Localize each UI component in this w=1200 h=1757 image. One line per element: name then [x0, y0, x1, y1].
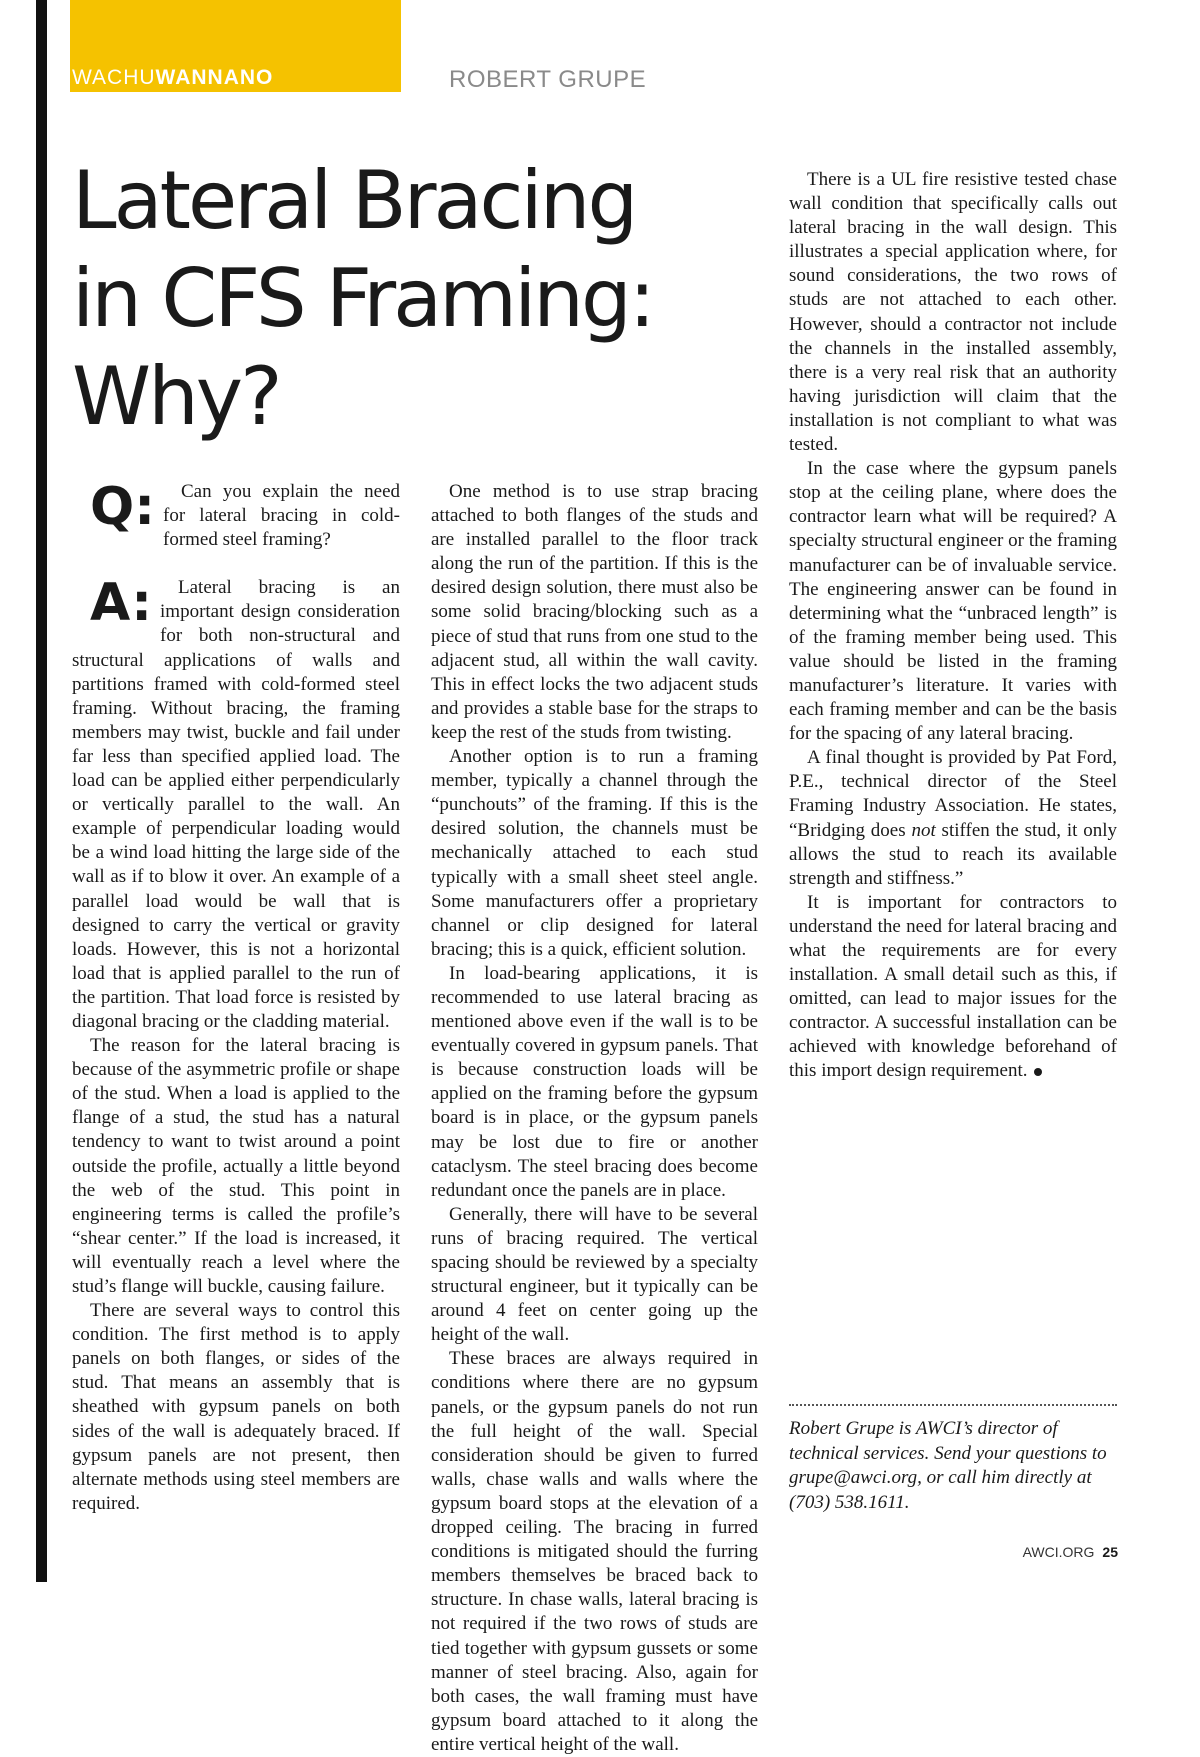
answer-paragraph — [72, 573, 400, 1034]
body-paragraph: Generally, there will have to be several runs of bracing required. The vertical spacing should be reviewed by a specialty structural engineer, but it typically can be around 4 feet on center going up the height of the wall. — [431, 1203, 758, 1346]
column-name-part-b: WANNANO — [155, 66, 274, 89]
body-paragraph: In the case where the gypsum panels stop at the ceiling plane, where does the contractor learn what will be required? A specialty structural engineer or the framing manufacturer can be of invaluable service. The engineering answer can be found in determining what the “unbraced length” is of the framing member being used. This value should be listed in the framing manufacturer’s literature. It varies with each framing member and can be the basis for the spacing of any lateral bracing. — [789, 458, 1117, 745]
quote-emphasis: not — [911, 819, 936, 841]
column-name — [72, 66, 273, 90]
headline-line-1: Lateral Bracing — [72, 154, 636, 247]
author-bio: Robert Grupe is AWCI’s director of technical services. Send your questions to grupe@awci.org, or call him directly at (703) 538.1611. — [789, 1418, 1107, 1513]
author-kicker: ROBERT GRUPE — [449, 66, 647, 93]
answer-marker: A: — [90, 573, 153, 634]
body-paragraph: One method is to use strap bracing attached to both flanges of the studs and are installed parallel to the floor track along the run of the partition. If this is the desired design solution, there must also be some solid bracing/blocking such as a piece of stud that runs from one stud to the adjacent stud, all within the wall cavity. This in effect locks the two adjacent studs and provides a stable base for the straps to keep the rest of the studs from twisting. — [431, 481, 758, 743]
end-mark-icon — [1034, 1068, 1042, 1076]
question-marker: Q: — [90, 477, 155, 537]
text-column-2 — [431, 480, 758, 1757]
body-paragraph: These braces are always required in conditions where there are no gypsum panels, or the gypsum panels do not run the full height of the wall. Special consideration should be given to furred walls, chase walls and walls where the gypsum board stops at the elevation of a dropped ceiling. The bracing in furred conditions is mitigated should the furring members themselves be braced back to structure. In chase walls, lateral bracing is not required if the two rows of studs are tied together with gypsum gussets or some manner of steel bracing. Also, again for both cases, the wall framing must have gypsum board attached to it along the entire vertical height of the wall. — [431, 1348, 758, 1755]
page-footer — [1023, 1544, 1118, 1560]
body-paragraph — [789, 891, 1117, 1084]
body-paragraph — [789, 746, 1117, 891]
body-paragraph: In load-bearing applications, it is recommended to use lateral bracing as mentioned above even if the wall is to be eventually covered in gypsum panels. That is because construction loads will be applied on the framing before the gypsum board is in place, or the gypsum panels may be lost due to fire or another cataclysm. The steel bracing does become redundant once the panels are in place. — [431, 962, 758, 1201]
headline-line-2: in CFS Framing: — [72, 252, 653, 345]
closing-text: It is important for contractors to understand the need for lateral bracing and what the requirements are for every installation. A small detail such as this, if omitted, can lead to major issues for the contractor. A successful installation can be achieved with knowledge beforehand of this import design requirement. — [789, 891, 1117, 1082]
column-name-part-a: WACHU — [72, 66, 156, 89]
answer-text: Lateral bracing is an important design consideration for both non-structural and structural applications of walls and partitions framed with cold-formed steel framing. Without bracing, the framing members may twist, buckle and fail under far less than specified applied load. The load can be applied either perpendicularly or vertically parallel to the wall. An example of perpendicular loading would be a wind load hitting the large side of the wall as if to blow it over. An example of a parallel load would be wall that is designed to carry the vertical or gravity loads. However, this is not a horizontal load that is applied parallel to the run of the partition. That load force is resisted by diagonal bracing or the cladding material. — [72, 577, 400, 1032]
quote-text-b: stiffen the stud, it only allows the stud to reach its available strength and stiffness.” — [789, 819, 1117, 889]
quote-text-a: A final thought is provided by Pat Ford, P.E., technical director of the Steel Framing Industry Association. He states, “Bridging does — [789, 747, 1117, 841]
question-text: Can you explain the need for lateral bracing in cold-formed steel framing? — [163, 481, 400, 551]
body-paragraph: Another option is to run a framing member, typically a channel through the “punchouts” of the framing. If this is the desired solution, the channels must be mechanically attached to each stud typically with a small sheet steel angle. Some manufacturers offer a proprietary channel or clip designed for lateral bracing; this is a quick, efficient solution. — [431, 746, 758, 960]
headline-line-3: Why? — [72, 350, 280, 443]
body-paragraph: There is a UL fire resistive tested chase wall condition that specifically calls out lateral bracing in the wall design. This illustrates a special application where, for sound considerations, the two rows of studs are not attached to each other. However, should a contractor not include the channels in the installed assembly, there is a very real risk that an authority having jurisdiction will claim that the installation is not compliant to what was tested. — [789, 169, 1117, 456]
text-column-1 — [72, 477, 400, 1516]
left-margin-rule — [36, 0, 47, 1582]
body-paragraph: The reason for the lateral bracing is because of the asymmetric profile or shape of the stud. When a load is applied to the flange of a stud, the stud has a natural tendency to want to twist around a point outside the profile, actually a little beyond the web of the stud. This point in engineering terms is called the profile’s “shear center.” If the load is increased, it will eventually reach a level where the stud’s flange will buckle, causing failure. — [72, 1035, 400, 1297]
headline — [72, 152, 772, 446]
footer-site: AWCI.ORG — [1022, 1544, 1095, 1560]
body-paragraph: There are several ways to control this condition. The first method is to apply panels on both flanges, or sides of the stud. That means an assembly that is sheathed with gypsum panels on both sides of the wall is adequately braced. If gypsum panels are not present, then alternate methods using steel members are required. — [72, 1300, 400, 1514]
question-paragraph — [72, 477, 400, 552]
page-number: 25 — [1102, 1544, 1118, 1560]
text-column-3 — [789, 168, 1117, 1084]
bio-divider — [789, 1404, 1117, 1406]
